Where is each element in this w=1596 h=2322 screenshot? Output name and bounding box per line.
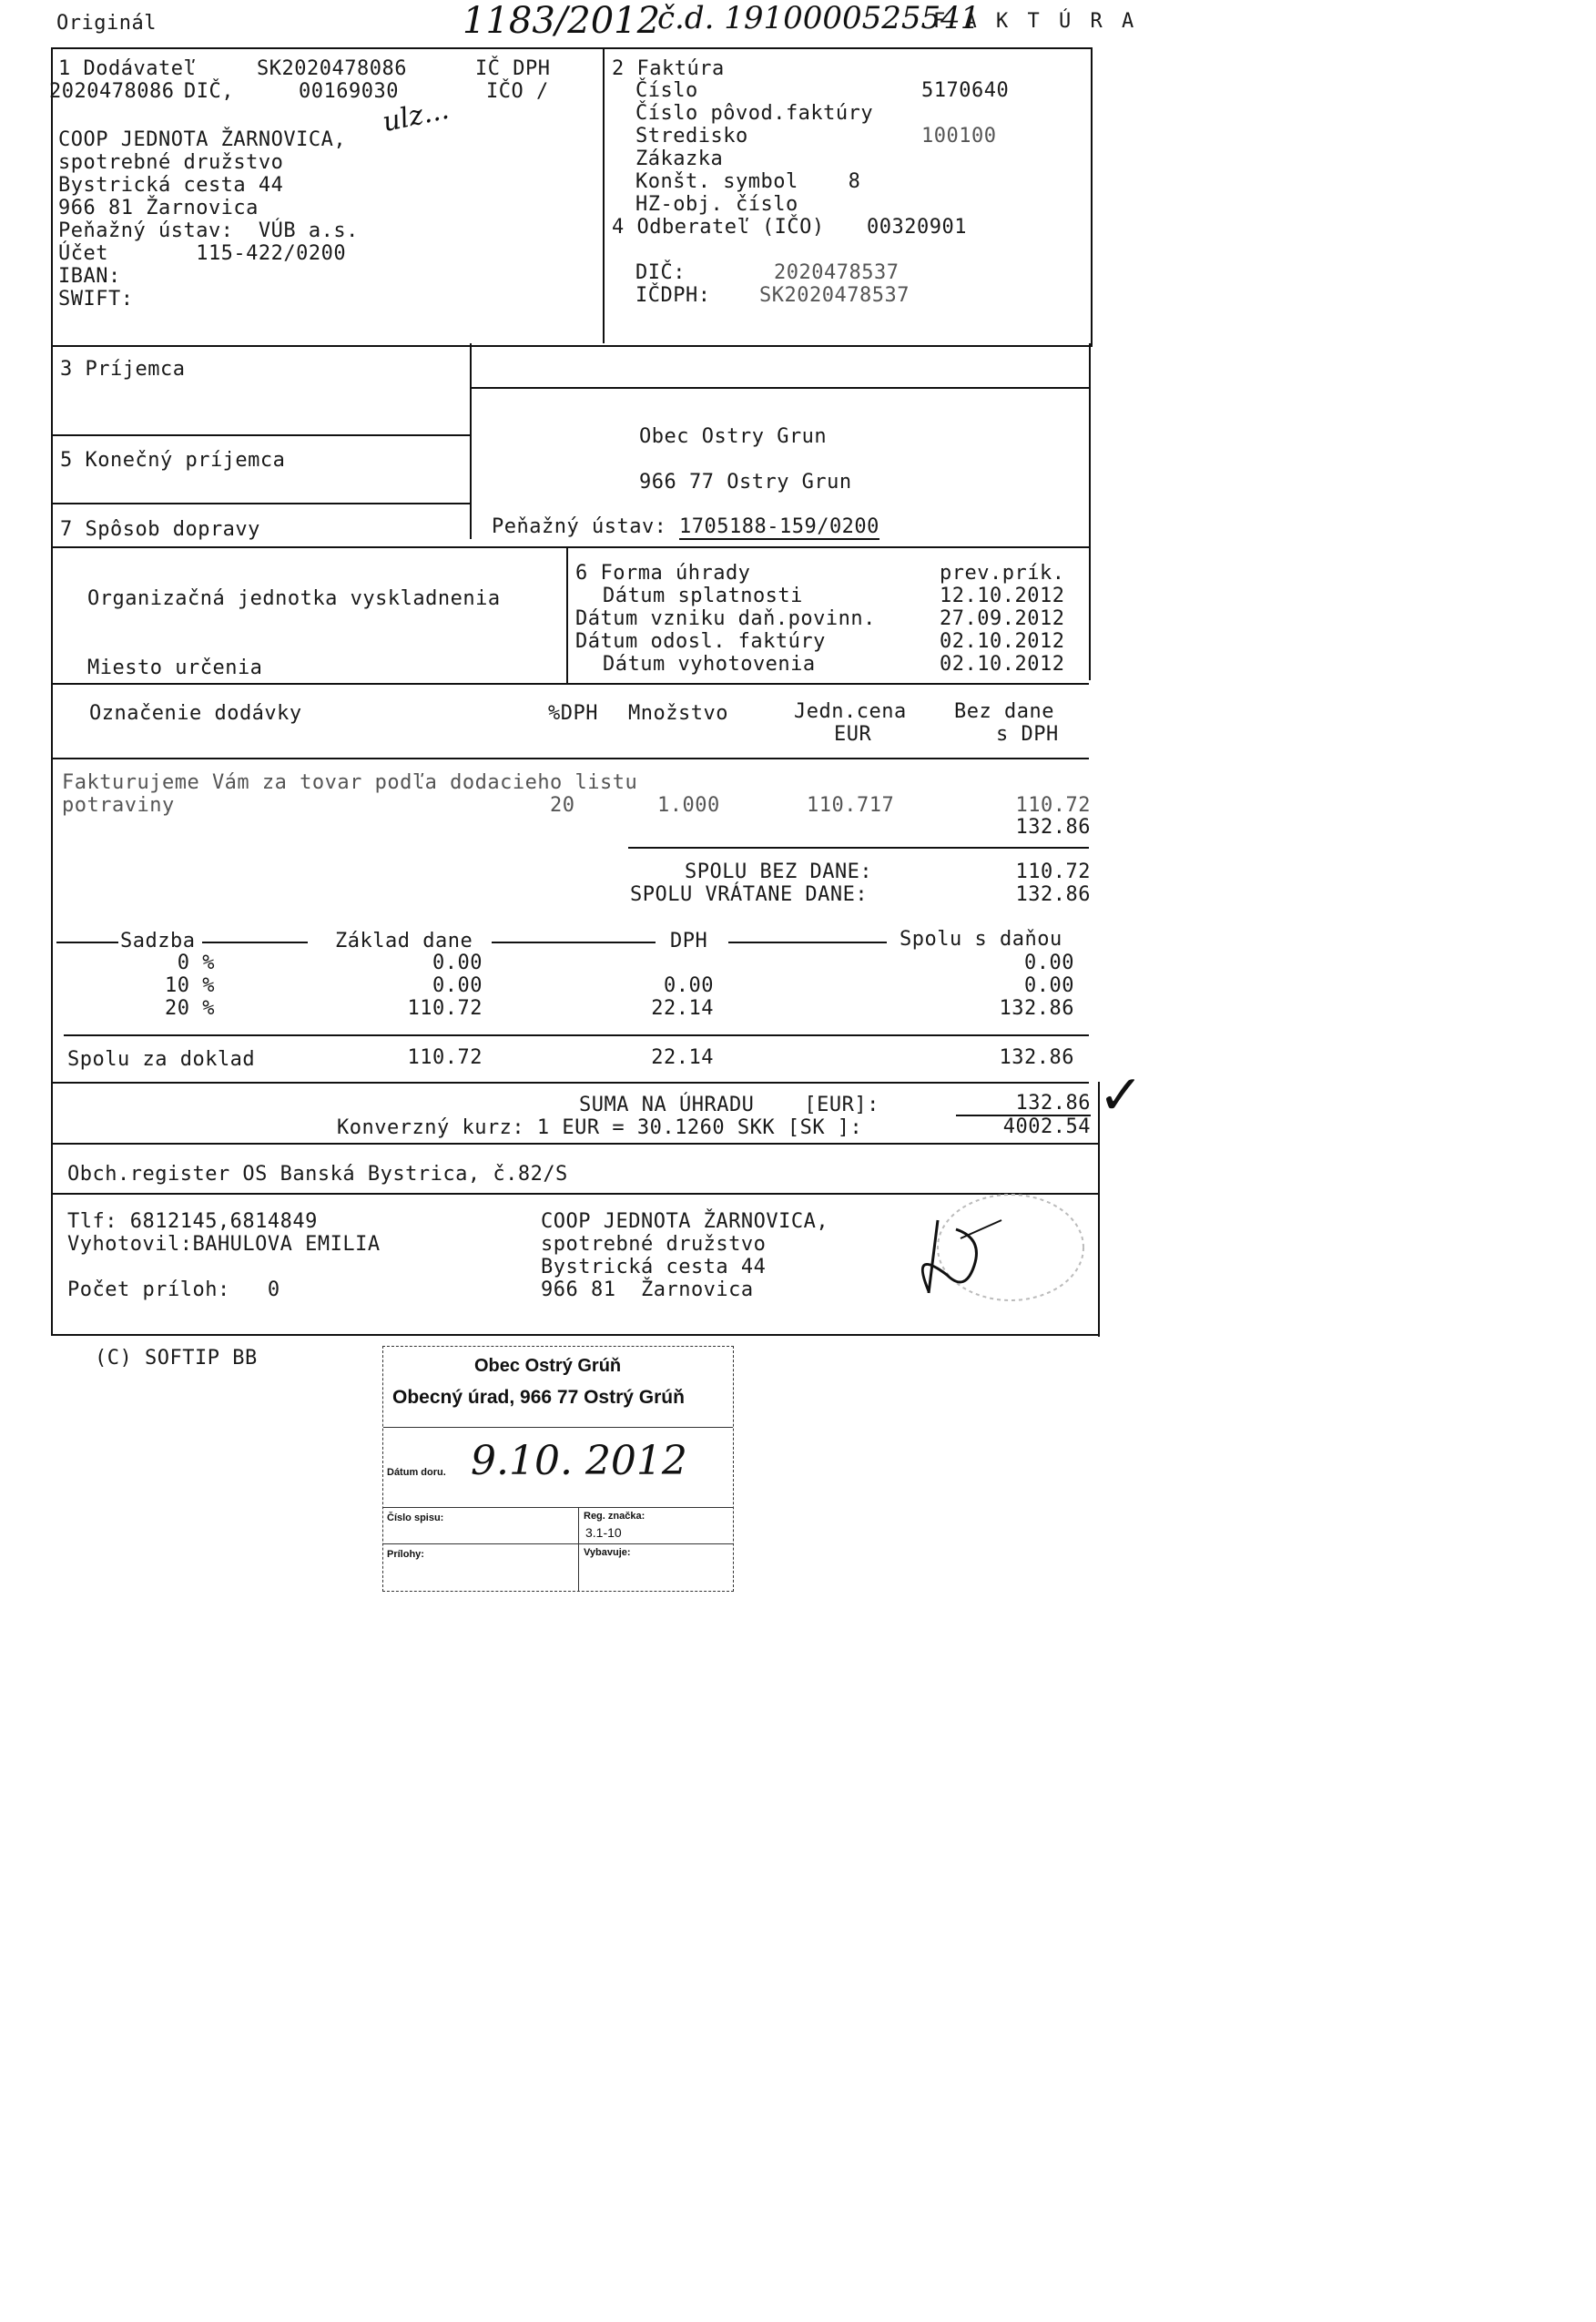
- item-row-mnozstvo: 1.000: [657, 794, 720, 817]
- items-dph-header: %DPH: [548, 702, 598, 725]
- line-prijemca: [51, 434, 470, 436]
- item-row-dph: 20: [550, 794, 575, 817]
- handwritten-reference-2: č.d. 1910000525541: [657, 0, 981, 36]
- softip-label: (C) SOFTIP BB: [95, 1347, 258, 1370]
- spolu-bez-dane-value: 110.72: [1015, 861, 1091, 883]
- recipient-name: Obec Ostry Grun: [639, 425, 828, 448]
- footer-telefon: Tlf: 6812145,6814849: [67, 1210, 318, 1233]
- vat-head-line-4: [728, 942, 887, 943]
- datum-splatnosti-label: Dátum splatnosti: [603, 585, 803, 607]
- footer-vyhotovil: Vyhotovil:BAHULOVA EMILIA: [67, 1233, 381, 1256]
- konverzny-kurz-value: 4002.54: [1002, 1115, 1091, 1138]
- stamp-prilohy: Prílohy:: [387, 1549, 424, 1560]
- frame-left: [51, 343, 53, 1336]
- obch-register: Obch.register OS Banská Bystrica, č.82/S: [67, 1163, 568, 1186]
- spolu-s-danou-value: 132.86: [1015, 883, 1091, 906]
- items-mnozstvo-header: Množstvo: [628, 702, 728, 725]
- frame-right: [1089, 343, 1091, 680]
- stamp-reg-value: 3.1-10: [585, 1525, 622, 1540]
- forma-uhrady-label: 6 Forma úhrady: [575, 562, 751, 585]
- org-jednotka-label: Organizačná jednotka vyskladnenia: [87, 587, 501, 610]
- datum-vyhotovenia-value: 02.10.2012: [940, 653, 1065, 676]
- supplier-bank: Peňažný ústav: VÚB a.s.: [58, 219, 359, 242]
- line-totals-top: [628, 847, 1089, 849]
- line-items-head-top: [51, 683, 1089, 685]
- item-row-sdph: 132.86: [1015, 816, 1091, 839]
- prijemca-label: 3 Príjemca: [60, 358, 186, 381]
- vat-head-line-3: [492, 942, 656, 943]
- supplier-ico-label: IČO /: [486, 80, 549, 103]
- divider-supplier-invoice: [603, 47, 605, 343]
- spolu-s-danou-label: SPOLU VRÁTANE DANE:: [630, 883, 869, 906]
- footer-company-type: spotrebné družstvo: [541, 1233, 767, 1256]
- vat-header-sadzba: Sadzba: [120, 930, 196, 952]
- vat-row-sadzba: 10 %: [165, 974, 215, 997]
- line-vat-total: [64, 1034, 1089, 1036]
- vat-header-zaklad: Základ dane: [335, 930, 473, 952]
- invoice-zakazka-label: Zákazka: [635, 148, 724, 170]
- vat-row-sadzba: 20 %: [165, 997, 215, 1020]
- spolu-za-doklad-zaklad: 110.72: [407, 1046, 483, 1069]
- invoice-odberatel-label: 4 Odberateľ (IČO): [612, 216, 825, 239]
- stamp-line-2: Obecný úrad, 966 77 Ostrý Grúň: [392, 1387, 685, 1408]
- vat-row-spolu: 132.86: [999, 997, 1074, 1020]
- vat-header-spolu: Spolu s daňou: [900, 928, 1062, 951]
- stamp-divider-1: [383, 1427, 733, 1428]
- supplier-swift: SWIFT:: [58, 288, 134, 311]
- footer-company-street: Bystrická cesta 44: [541, 1256, 767, 1278]
- frame-bottom: [51, 1334, 1098, 1336]
- supplier-section-label: 1 Dodávateľ: [58, 57, 197, 80]
- line-vat-total-bot: [51, 1082, 1089, 1084]
- spolu-za-doklad-dph: 22.14: [651, 1046, 714, 1069]
- miesto-urcenia-label: Miesto určenia: [87, 657, 263, 679]
- invoice-section-label: 2 Faktúra: [612, 57, 725, 80]
- vat-row-zaklad: 0.00: [432, 952, 483, 974]
- stamp-line-1: Obec Ostrý Grúň: [474, 1356, 622, 1376]
- supplier-street: Bystrická cesta 44: [58, 174, 284, 197]
- supplier-name: COOP JEDNOTA ŽARNOVICA,: [58, 128, 347, 151]
- invoice-odberatel-value: 00320901: [867, 216, 967, 239]
- stamp-reg-znacka: Reg. značka:: [584, 1511, 646, 1522]
- item-row-name: potraviny: [62, 794, 175, 817]
- stamp-divider-vert: [578, 1507, 579, 1591]
- suma-na-uhradu-label: SUMA NA ÚHRADU [EUR]:: [579, 1094, 879, 1116]
- sposob-dopravy-label: 7 Spôsob dopravy: [60, 518, 260, 541]
- items-jedncena-unit: EUR: [834, 723, 872, 746]
- handwritten-note: ulz...: [380, 93, 452, 139]
- stamp-date-label: Dátum doru.: [387, 1467, 446, 1478]
- vat-head-line-1: [56, 942, 118, 943]
- line-items-head-bot: [51, 758, 1089, 759]
- invoice-dic-label: DIČ:: [635, 261, 686, 284]
- company-seal-signature: [874, 1184, 1093, 1320]
- original-label: Originál: [56, 12, 157, 35]
- line-konecny: [51, 503, 470, 504]
- invoice-cislo-value: 5170640: [921, 79, 1010, 102]
- divider-recipient: [470, 343, 472, 539]
- handwritten-reference: 1183/2012: [463, 0, 661, 42]
- invoice-hz-label: HZ-obj. číslo: [635, 193, 798, 216]
- line-doprava: [51, 546, 1089, 548]
- supplier-icdph-code: SK2020478086: [257, 57, 407, 80]
- document-title: F A K T Ú R A: [933, 10, 1138, 33]
- line-recipient-mid: [470, 387, 1089, 389]
- vat-row-dph: 0.00: [664, 974, 714, 997]
- stamp-date-value: 9.10. 2012: [471, 1438, 687, 1484]
- receipt-stamp: [382, 1346, 734, 1592]
- vat-row-zaklad: 110.72: [407, 997, 483, 1020]
- supplier-iban: IBAN:: [58, 265, 121, 288]
- divider-payment: [566, 546, 568, 683]
- stamp-vybavuje: Vybavuje:: [584, 1547, 631, 1558]
- recipient-city: 966 77 Ostry Grun: [639, 471, 852, 494]
- line-summary-bot: [51, 1143, 1098, 1145]
- vat-header-dph: DPH: [670, 930, 708, 952]
- invoice-cislo-label: Číslo: [635, 79, 698, 102]
- invoice-povod-label: Číslo pôvod.faktúry: [635, 102, 874, 125]
- invoice-stredisko-value: 100100: [921, 125, 997, 148]
- items-bezdane-header: Bez dane: [954, 700, 1054, 723]
- datum-odoslania-value: 02.10.2012: [940, 630, 1065, 653]
- stamp-divider-3: [383, 1543, 733, 1544]
- footer-pocet-priloh: Počet príloh: 0: [67, 1278, 280, 1301]
- konecny-prijemca-label: 5 Konečný príjemca: [60, 449, 286, 472]
- footer-company-city: 966 81 Žarnovica: [541, 1278, 754, 1301]
- check-mark: ✓: [1098, 1064, 1144, 1127]
- supplier-type: spotrebné družstvo: [58, 151, 284, 174]
- invoice-icdph-value: SK2020478537: [759, 284, 910, 307]
- spolu-bez-dane-label: SPOLU BEZ DANE:: [685, 861, 873, 883]
- supplier-account: Účet 115-422/0200: [58, 242, 347, 265]
- item-row-bezdane: 110.72: [1015, 794, 1091, 817]
- items-jedncena-header: Jedn.cena: [794, 700, 907, 723]
- suma-na-uhradu-value: 132.86: [956, 1093, 1091, 1116]
- invoice-konst-label: Konšt. symbol 8: [635, 170, 861, 193]
- vat-row-spolu: 0.00: [1024, 974, 1074, 997]
- items-intro: Fakturujeme Vám za tovar podľa dodacieho listu: [62, 771, 638, 794]
- item-row-jedncena: 110.717: [807, 794, 895, 817]
- footer-company-name: COOP JEDNOTA ŽARNOVICA,: [541, 1210, 829, 1233]
- vat-row-spolu: 0.00: [1024, 952, 1074, 974]
- vat-head-line-2: [202, 942, 308, 943]
- stamp-divider-2: [383, 1507, 733, 1508]
- supplier-city: 966 81 Žarnovica: [58, 197, 259, 219]
- items-sdph-header: s DPH: [996, 723, 1059, 746]
- invoice-dic-value: 2020478537: [774, 261, 900, 284]
- datum-vzniku-label: Dátum vzniku daň.povinn.: [575, 607, 876, 630]
- datum-splatnosti-value: 12.10.2012: [940, 585, 1065, 607]
- datum-odoslania-label: Dátum odosl. faktúry: [575, 630, 826, 653]
- datum-vzniku-value: 27.09.2012: [940, 607, 1065, 630]
- spolu-za-doklad-spolu: 132.86: [999, 1046, 1074, 1069]
- items-oznacenie-header: Označenie dodávky: [89, 702, 302, 725]
- supplier-ico-value: 00169030: [299, 80, 399, 103]
- supplier-dic-value: 2020478086: [49, 80, 175, 103]
- recipient-bank-label: Peňažný ústav:: [492, 515, 667, 538]
- vat-row-zaklad: 0.00: [432, 974, 483, 997]
- datum-vyhotovenia-label: Dátum vyhotovenia: [603, 653, 816, 676]
- invoice-stredisko-label: Stredisko: [635, 125, 748, 148]
- konverzny-kurz-label: Konverzný kurz: 1 EUR = 30.1260 SKK [SK ]:: [337, 1116, 863, 1139]
- recipient-bank-value: 1705188-159/0200: [679, 515, 879, 538]
- spolu-za-doklad-label: Spolu za doklad: [67, 1048, 256, 1071]
- vat-row-dph: 22.14: [651, 997, 714, 1020]
- forma-uhrady-value: prev.prík.: [940, 562, 1065, 585]
- vat-row-sadzba: 0 %: [177, 952, 215, 974]
- invoice-icdph-label: IČDPH:: [635, 284, 711, 307]
- stamp-cislo-spisu: Číslo spisu:: [387, 1512, 444, 1523]
- supplier-dic-label: DIČ,: [184, 80, 234, 103]
- supplier-icdph-label: IČ DPH: [475, 57, 551, 80]
